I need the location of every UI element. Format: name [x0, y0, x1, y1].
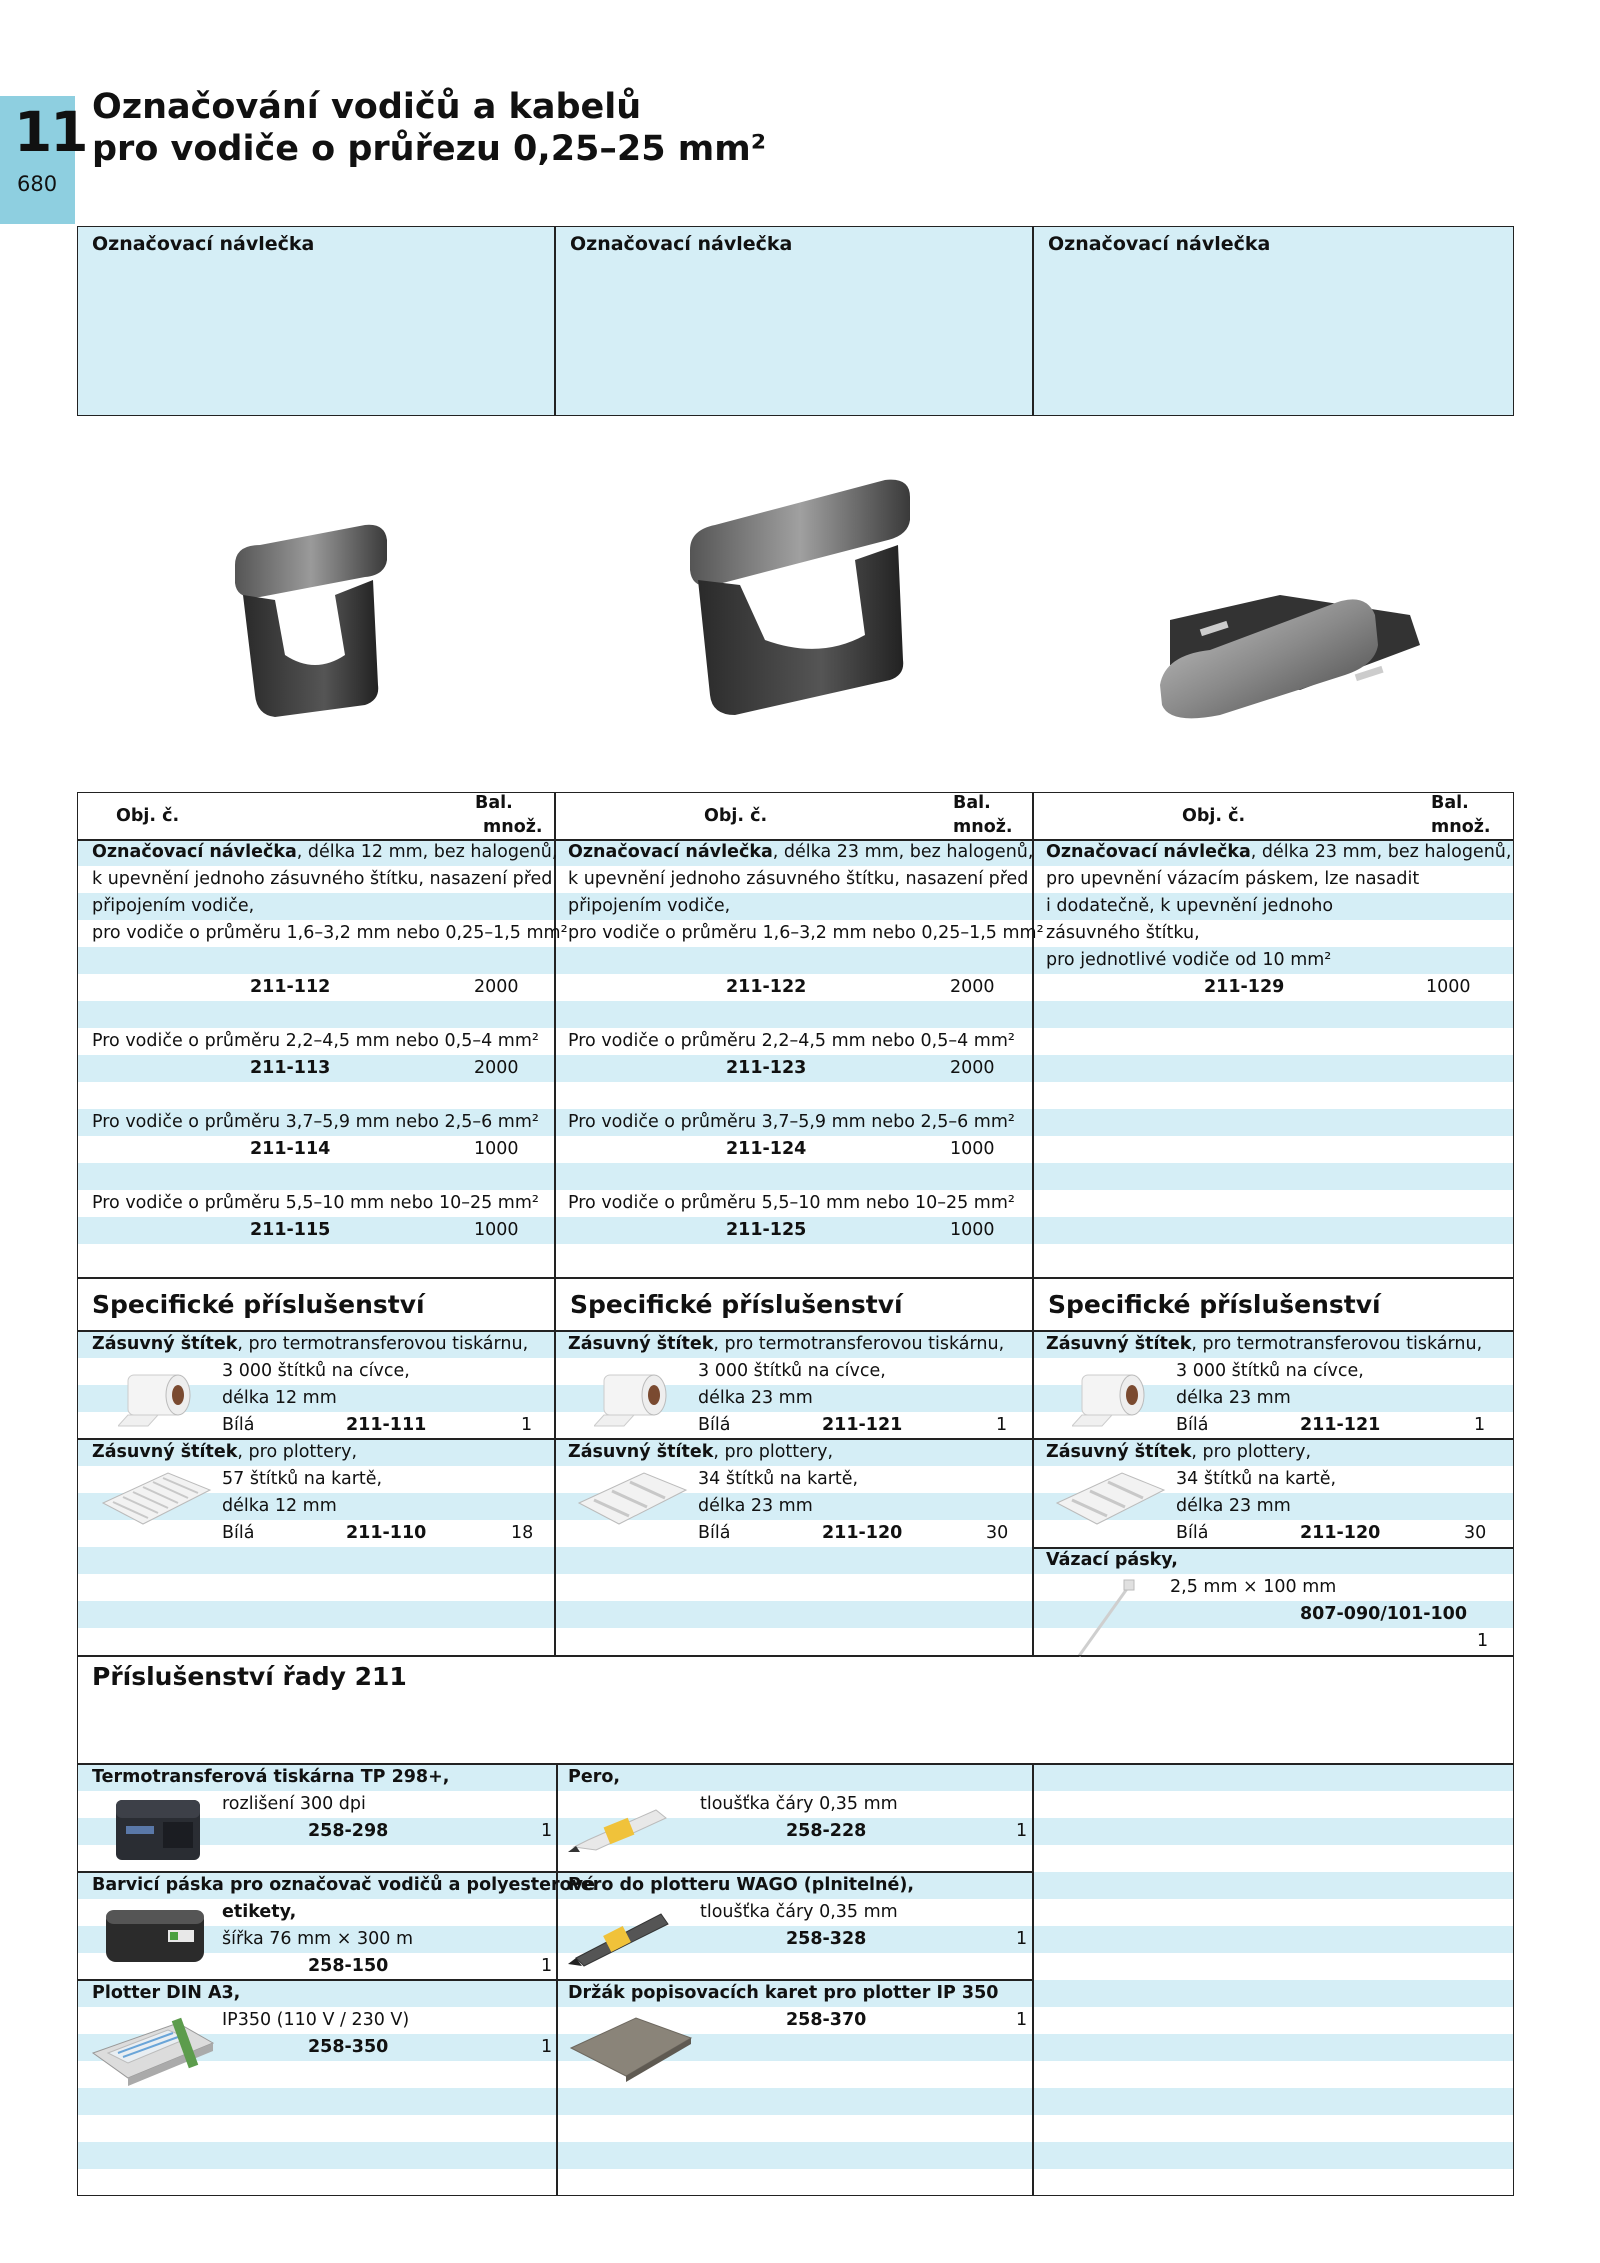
- accessory-column-2: Zásuvný štítek, pro termotransferovou tiskárnu, 3 000 štítků na cívce, délka 23 mm Bílá 211-121 1 Zásuvný štítek, pro plottery, 34 štítků na kartě, délka 23 mm Bílá 211-120 30: [556, 1278, 1032, 1656]
- label-roll-icon: [1072, 1360, 1152, 1430]
- order-code: 211-129: [1204, 977, 1285, 997]
- printer-title: Termotransferová tiskárna TP 298+,: [92, 1767, 450, 1787]
- pack-qty: 1: [1016, 1929, 1028, 1949]
- chapter-number: 11: [14, 100, 87, 164]
- order-column-2: Obj. č. Bal. množ. Označovací návlečka, délka 23 mm, bez halogenů, k upevnění jednoho zásuvného štítku, nasazení před připojením vodiče, pro vodiče o průměru 1,6–3,2 mm nebo 0,25–1,5 mm² 211-122 2000 Pro vodiče o průměru 2,2–4,5 mm nebo 0,5–4 mm² 211-123 2000 Pro vodiče o průměru 3,7–5,9 mm nebo 2,5–6 mm² 211-124 1000 Pro vodiče o průměru 5,5–10 mm nebo 10–25 mm² 211-125 1000: [556, 793, 1032, 1278]
- order-code: 211-114: [250, 1139, 331, 1159]
- label-card-icon: [98, 1468, 213, 1530]
- order-code: 258-350: [308, 2037, 389, 2057]
- pen-icon: [566, 1792, 676, 1862]
- order-code: 258-150: [308, 1956, 389, 1976]
- order-code: 258-370: [786, 2010, 867, 2030]
- accessory-column-1: Zásuvný štítek, pro termotransferovou tiskárnu, 3 000 štítků na cívce, délka 12 mm Bílá 211-111 1 Zásuvný štítek, pro plottery, 57 štítků na kartě, délka 12 mm Bílá 211-110 18: [78, 1278, 554, 1656]
- pack-qty: 1: [996, 1415, 1008, 1435]
- column-header-3: Označovací návlečka: [1048, 233, 1271, 255]
- bal-header: Bal. množ.: [953, 793, 1013, 837]
- bal-header: Bal. množ.: [475, 793, 543, 837]
- cable-tie-icon: [1074, 1578, 1144, 1658]
- plotter-pen-icon: [566, 1900, 676, 1970]
- card-holder-title: Držák popisovacích karet pro plotter IP 350: [568, 1983, 999, 2003]
- cable-tie-title: Vázací pásky,: [1046, 1550, 1178, 1570]
- bal-header: Bal. množ.: [1431, 793, 1491, 837]
- page-title: Označování vodičů a kabelů pro vodiče o průřezu 0,25–25 mm²: [92, 87, 767, 169]
- marker-sleeve-12mm-image: [215, 505, 390, 730]
- label-card-icon: [1052, 1468, 1167, 1530]
- order-code: 211-124: [726, 1139, 807, 1159]
- order-code: 211-125: [726, 1220, 807, 1240]
- card-holder-icon: [566, 2008, 696, 2083]
- plotter-pen-title: Pero do plotteru WAGO (plnitelné),: [568, 1875, 914, 1895]
- pack-qty: 1000: [1426, 977, 1471, 997]
- order-code: 211-121: [1300, 1415, 1381, 1435]
- series-accessories-table: [77, 1655, 1514, 2196]
- pack-qty: 18: [511, 1523, 534, 1543]
- column-header-2: Označovací návlečka: [570, 233, 793, 255]
- order-table: [77, 792, 1514, 1279]
- accessories-table: [77, 1277, 1514, 1657]
- order-column-3: Obj. č. Bal. množ. Označovací návlečka, délka 23 mm, bez halogenů, pro upevnění vázacím páskem, lze nasadit i dodatečně, k upevnění jednoho zásuvného štítku, pro jednotlivé vodiče od 10 mm² 211-129 1000: [1034, 793, 1514, 1278]
- order-code: 211-110: [346, 1523, 427, 1543]
- pack-qty: 1: [1477, 1631, 1489, 1651]
- marker-sleeve-23mm-image: [670, 465, 920, 730]
- order-code: 211-112: [250, 977, 331, 997]
- pack-qty: 1: [1016, 1821, 1028, 1841]
- pack-qty: 2000: [950, 1058, 995, 1078]
- pack-qty: 1: [541, 2037, 553, 2057]
- order-column-1: Obj. č. Bal. množ. Označovací návlečka, délka 12 mm, bez halogenů, k upevnění jednoho zásuvného štítku, nasazení před připojením vodiče, pro vodiče o průměru 1,6–3,2 mm nebo 0,25–1,5 mm² 211-112 2000 Pro vodiče o průměru 2,2–4,5 mm nebo 0,5–4 mm² 211-113 2000 Pro vodiče o průměru 3,7–5,9 mm nebo 2,5–6 mm² 211-114 1000 Pro vodiče o průměru 5,5–10 mm nebo 10–25 mm² 211-115 1000: [78, 793, 554, 1278]
- order-code: 258-328: [786, 1929, 867, 1949]
- pack-qty: 1: [541, 1821, 553, 1841]
- order-code: 211-120: [1300, 1523, 1381, 1543]
- pack-qty: 1000: [474, 1139, 519, 1159]
- pack-qty: 30: [1464, 1523, 1487, 1543]
- label-roll-icon: [118, 1360, 198, 1430]
- accessory-column-3: Zásuvný štítek, pro termotransferovou tiskárnu, 3 000 štítků na cívce, délka 23 mm Bílá 211-121 1 Zásuvný štítek, pro plottery, 34 štítků na kartě, délka 23 mm Bílá 211-120 30 Vázací pásky, 2,5 mm × 100 mm 807-090/101-100 1: [1034, 1278, 1514, 1656]
- series-title: Příslušenství řady 211: [92, 1662, 407, 1691]
- pen-title: Pero,: [568, 1767, 620, 1787]
- pack-qty: 1000: [950, 1220, 995, 1240]
- product-name: Označovací návlečka: [92, 842, 297, 862]
- order-code: 211-123: [726, 1058, 807, 1078]
- column-header-1: Označovací návlečka: [92, 233, 315, 255]
- series-column-1: Termotransferová tiskárna TP 298+, rozlišení 300 dpi 258-298 1 Barvicí páska pro označovač vodičů a polyesterové etikety, šířka 76 mm × 300 m 258-150 1 Plotter DIN A3, IP350 (110 V / 230 V) 258-350 1: [78, 1656, 554, 2195]
- pack-qty: 30: [986, 1523, 1009, 1543]
- plotter-icon: [88, 2008, 218, 2088]
- accessories-title: Specifické příslušenství: [92, 1290, 425, 1319]
- accessories-title: Specifické příslušenství: [570, 1290, 903, 1319]
- pack-qty: 1000: [950, 1139, 995, 1159]
- obj-header: Obj. č.: [116, 806, 180, 826]
- obj-header: Obj. č.: [1182, 806, 1246, 826]
- order-code: 211-115: [250, 1220, 331, 1240]
- order-code: 211-113: [250, 1058, 331, 1078]
- order-code: 807-090/101-100: [1300, 1604, 1468, 1624]
- pack-qty: 1000: [474, 1220, 519, 1240]
- pack-qty: 1: [541, 1956, 553, 1976]
- page-number: 680: [17, 172, 58, 196]
- ink-ribbon-title: Barvicí páska pro označovač vodičů a polyesterové: [92, 1875, 595, 1895]
- order-code: 211-120: [822, 1523, 903, 1543]
- order-code: 211-111: [346, 1415, 427, 1435]
- pack-qty: 2000: [474, 1058, 519, 1078]
- pack-qty: 1: [1474, 1415, 1486, 1435]
- order-code: 211-121: [822, 1415, 903, 1435]
- pack-qty: 1: [521, 1415, 533, 1435]
- order-code: 258-298: [308, 1821, 389, 1841]
- plotter-title: Plotter DIN A3,: [92, 1983, 241, 2003]
- marker-sleeve-tie-image: [1150, 565, 1430, 720]
- label-roll-icon: [594, 1360, 674, 1430]
- order-code: 258-228: [786, 1821, 867, 1841]
- pack-qty: 2000: [950, 977, 995, 997]
- series-column-2: Pero, tloušťka čáry 0,35 mm 258-228 1 Pero do plotteru WAGO (plnitelné), tloušťka čáry 0,35 mm 258-328 1 Držák popisovacích karet pro plotter IP 350 258-370 1: [558, 1656, 1032, 2195]
- printer-icon: [108, 1792, 208, 1867]
- ink-ribbon-icon: [98, 1900, 213, 1970]
- order-code: 211-122: [726, 977, 807, 997]
- obj-header: Obj. č.: [704, 806, 768, 826]
- label-card-icon: [574, 1468, 689, 1530]
- accessories-title: Specifické příslušenství: [1048, 1290, 1381, 1319]
- product-name: Označovací návlečka: [1046, 842, 1251, 862]
- pack-qty: 2000: [474, 977, 519, 997]
- product-header-box: [77, 226, 1514, 416]
- pack-qty: 1: [1016, 2010, 1028, 2030]
- product-name: Označovací návlečka: [568, 842, 773, 862]
